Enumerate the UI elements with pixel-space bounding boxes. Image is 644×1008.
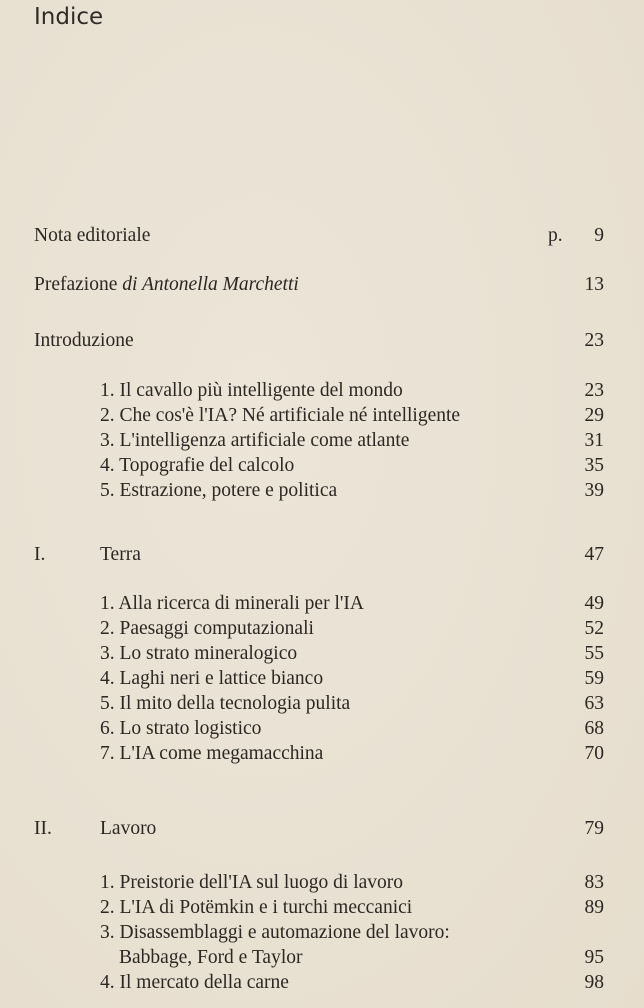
page-number: 89	[584, 897, 604, 918]
part-entry	[0, 817, 644, 841]
toc-subentry	[0, 971, 644, 995]
page-number: 79	[584, 818, 604, 839]
toc-subentry	[0, 479, 644, 503]
toc-entry	[0, 224, 644, 248]
entry-title: 3. L'intelligenza artificiale come atlante	[100, 430, 410, 451]
toc-subentry	[0, 896, 644, 920]
toc-subentry	[0, 642, 644, 666]
entry-title: 1. Alla ricerca di minerali per l'IA	[100, 593, 364, 614]
toc-subentry	[0, 617, 644, 641]
page-number: 47	[584, 544, 604, 565]
page-number: 23	[584, 330, 604, 351]
part-entry	[0, 543, 644, 567]
page-number: 31	[584, 430, 604, 451]
page-number: 68	[584, 718, 604, 739]
entry-title	[34, 273, 299, 297]
part-title: Terra	[100, 544, 141, 565]
entry-title: Introduzione	[34, 330, 134, 351]
entry-title: 4. Topografie del calcolo	[100, 455, 295, 476]
page-number: 59	[584, 668, 604, 689]
entry-title: 3. Lo strato mineralogico	[100, 643, 298, 664]
toc-entry	[0, 273, 644, 297]
page-title: Indice	[34, 4, 104, 30]
toc-subentry	[0, 592, 644, 616]
part-title: Lavoro	[100, 818, 157, 839]
entry-title-text: Prefazione	[34, 274, 123, 295]
entry-author: di Antonella Marchetti	[122, 274, 299, 295]
page-number: 95	[584, 947, 604, 968]
toc-subentry	[0, 871, 644, 895]
entry-title: 3. Disassemblaggi e automazione del lavoro:	[100, 922, 450, 943]
entry-title: 7. L'IA come megamacchina	[100, 743, 324, 764]
toc-subentry	[0, 404, 644, 428]
toc-subentry	[0, 921, 644, 945]
toc-subentry	[0, 429, 644, 453]
part-number: I.	[34, 544, 46, 565]
page-number: 83	[584, 872, 604, 893]
entry-title: 2. L'IA di Potëmkin e i turchi meccanici	[100, 897, 413, 918]
toc-entry	[0, 329, 644, 353]
entry-title: 4. Il mercato della carne	[100, 972, 289, 993]
page-prefix: p.	[548, 225, 563, 246]
entry-title: Nota editoriale	[34, 225, 151, 246]
entry-title: 1. Preistorie dell'IA sul luogo di lavoro	[100, 872, 404, 893]
toc-subentry	[0, 667, 644, 691]
entry-title: 1. Il cavallo più intelligente del mondo	[100, 380, 403, 401]
toc-subentry	[0, 742, 644, 766]
entry-title: 5. Estrazione, potere e politica	[100, 480, 338, 501]
page-number: 49	[584, 593, 604, 614]
page-number: 9	[594, 225, 604, 246]
page-number: 39	[584, 480, 604, 501]
toc-subentry	[0, 454, 644, 478]
toc-subentry	[0, 379, 644, 403]
page-number: 13	[584, 274, 604, 295]
entry-title: 2. Che cos'è l'IA? Né artificiale né intelligente	[100, 405, 461, 426]
entry-title: 4. Laghi neri e lattice bianco	[100, 668, 324, 689]
entry-title: 6. Lo strato logistico	[100, 718, 262, 739]
entry-title-continued: Babbage, Ford e Taylor	[119, 947, 303, 968]
toc-subentry	[0, 692, 644, 716]
page-number: 98	[584, 972, 604, 993]
entry-title: 2. Paesaggi computazionali	[100, 618, 314, 639]
page-number: 55	[584, 643, 604, 664]
page-number: 63	[584, 693, 604, 714]
page-number: 23	[584, 380, 604, 401]
toc-subentry-continued	[0, 946, 644, 970]
toc-subentry	[0, 717, 644, 741]
page-number: 52	[584, 618, 604, 639]
page-number: 70	[584, 743, 604, 764]
page-number: 29	[584, 405, 604, 426]
part-number: II.	[34, 818, 52, 839]
page-number: 35	[584, 455, 604, 476]
entry-title: 5. Il mito della tecnologia pulita	[100, 693, 351, 714]
